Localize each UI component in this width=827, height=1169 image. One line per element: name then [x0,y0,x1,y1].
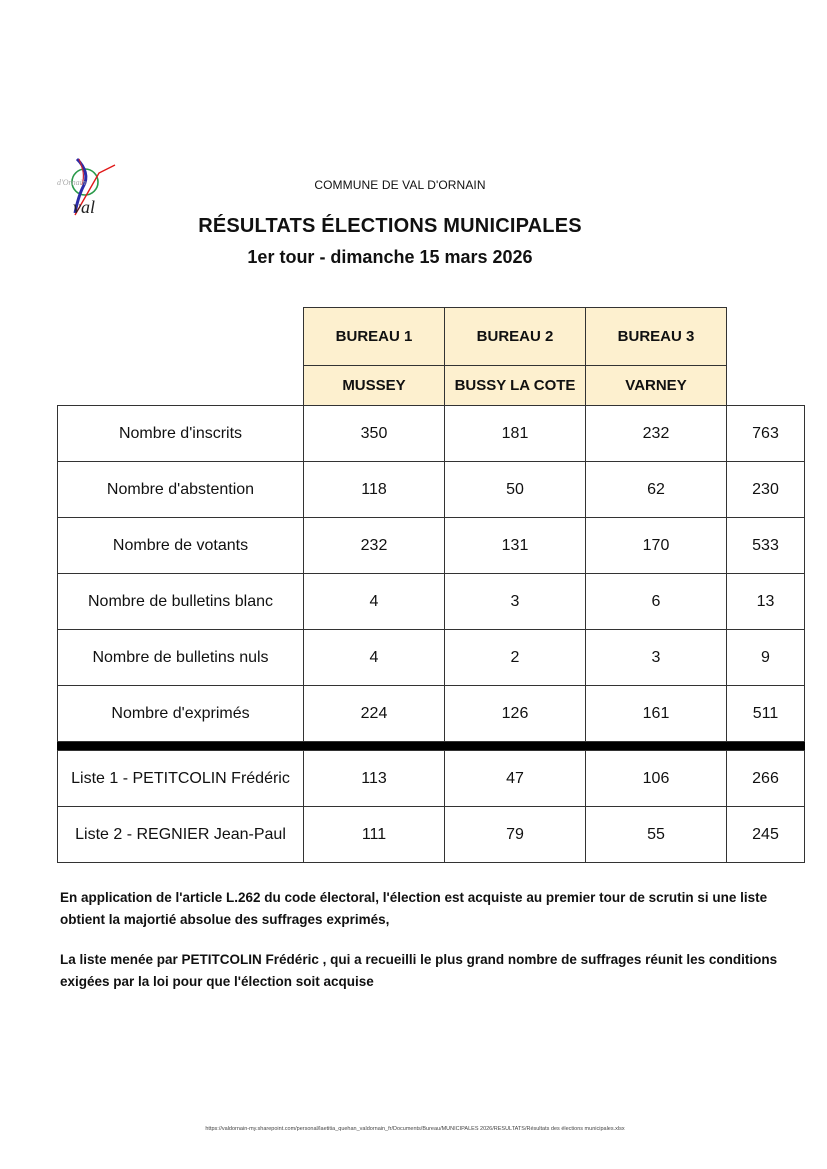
bureau-1-place: MUSSEY [303,365,445,406]
commune-name: COMMUNE DE VAL D'ORNAIN [314,178,486,192]
cell-bureau-1: 113 [304,751,445,807]
cell-total: 533 [727,518,805,574]
svg-text:val: val [73,197,95,217]
cell-bureau-2: 181 [445,406,586,462]
cell-bureau-2: 2 [445,630,586,686]
row-label: Liste 2 - REGNIER Jean-Paul [58,807,304,863]
cell-bureau-1: 118 [304,462,445,518]
row-label: Nombre d'inscrits [58,406,304,462]
cell-bureau-1: 224 [304,686,445,742]
row-label: Liste 1 - PETITCOLIN Frédéric [58,751,304,807]
cell-bureau-3: 170 [586,518,727,574]
bureau-3-header: BUREAU 3 [585,307,727,366]
page-title: RÉSULTATS ÉLECTIONS MUNICIPALES [198,215,582,237]
svg-text:d'Ornain: d'Ornain [57,178,86,187]
results-table [57,405,805,863]
cell-bureau-1: 4 [304,630,445,686]
bureau-3-place: VARNEY [585,365,727,406]
row-label: Nombre de bulletins blanc [58,574,304,630]
cell-bureau-1: 4 [304,574,445,630]
cell-bureau-2: 131 [445,518,586,574]
table-row-votants [58,518,805,574]
table-row-nuls [58,630,805,686]
table-row-inscrits [58,406,805,462]
result-note-paragraph: La liste menée par PETITCOLIN Frédéric , qui a recueilli le plus grand nombre de suffrages réunit les conditions exigées par la loi pour que l'élection soit acquise [60,952,778,989]
cell-bureau-1: 350 [304,406,445,462]
table-row-exprimes [58,686,805,742]
cell-total: 245 [727,807,805,863]
cell-total: 9 [727,630,805,686]
cell-total: 266 [727,751,805,807]
cell-bureau-3: 106 [586,751,727,807]
row-label: Nombre d'exprimés [58,686,304,742]
cell-bureau-3: 232 [586,406,727,462]
cell-bureau-2: 50 [445,462,586,518]
bureau-1-header: BUREAU 1 [303,307,445,366]
cell-bureau-2: 79 [445,807,586,863]
cell-bureau-2: 126 [445,686,586,742]
table-separator [58,742,805,751]
val-dornain-logo-icon [55,155,130,220]
cell-bureau-1: 111 [304,807,445,863]
cell-total: 13 [727,574,805,630]
bureau-2-header: BUREAU 2 [444,307,586,366]
file-path-footer: https://valdornain-my.sharepoint.com/personal/laetitia_quehan_valdornain_fr/Documents/Bureau/MUNICIPALES 2026/RESULTATS/Résultats des élections municipales.xlsx [205,1126,625,1132]
cell-bureau-1: 232 [304,518,445,574]
cell-bureau-3: 161 [586,686,727,742]
row-label: Nombre d'abstention [58,462,304,518]
table-row-liste-1 [58,751,805,807]
cell-bureau-2: 3 [445,574,586,630]
cell-total: 763 [727,406,805,462]
table-row-blancs [58,574,805,630]
legal-note-paragraph: En application de l'article L.262 du code électoral, l'élection est acquiste au premier tour de scrutin si une liste obtient la majortié absolue des suffrages exprimés, [60,890,768,927]
cell-bureau-3: 62 [586,462,727,518]
cell-total: 230 [727,462,805,518]
row-label: Nombre de bulletins nuls [58,630,304,686]
table-row-abstention [58,462,805,518]
table-row-liste-2 [58,807,805,863]
cell-bureau-3: 55 [586,807,727,863]
cell-total: 511 [727,686,805,742]
page-subtitle: 1er tour - dimanche 15 mars 2026 [247,247,533,267]
thick-divider [58,742,805,751]
cell-bureau-3: 3 [586,630,727,686]
cell-bureau-2: 47 [445,751,586,807]
row-label: Nombre de votants [58,518,304,574]
cell-bureau-3: 6 [586,574,727,630]
bureau-2-place: BUSSY LA COTE [444,365,586,406]
